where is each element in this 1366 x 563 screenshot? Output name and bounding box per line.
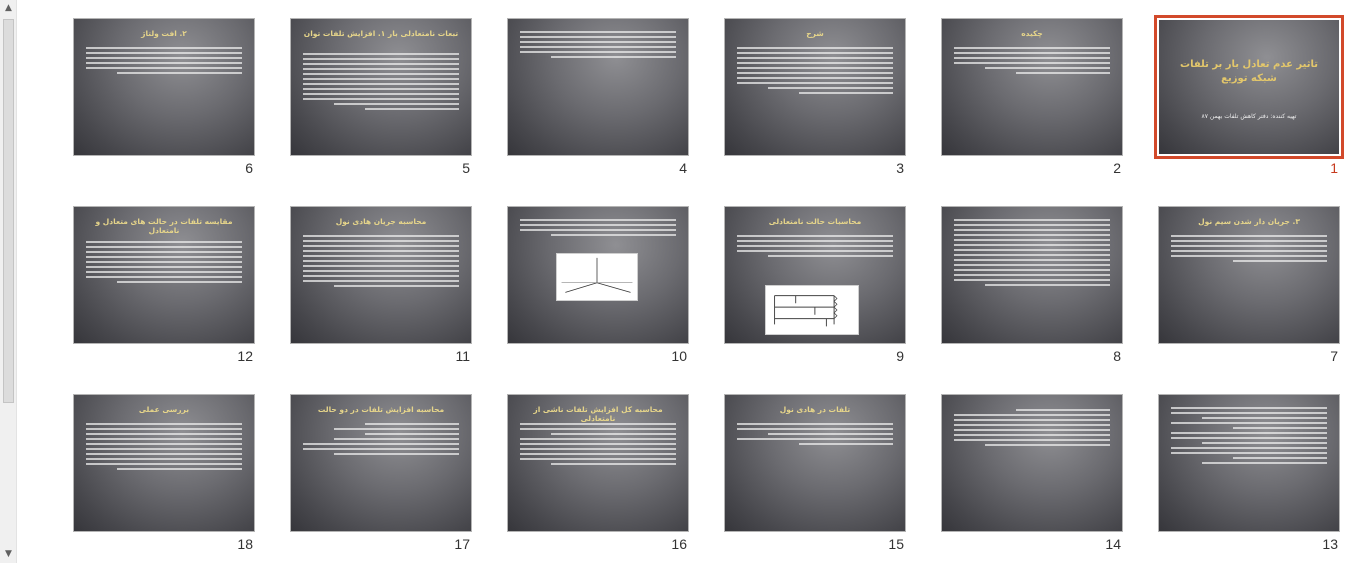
slide-body-text [86,241,242,286]
circuit-diagram-image [765,285,859,335]
slide-thumbnail[interactable] [507,394,689,532]
slide-body-text [954,409,1110,449]
slide-body-text [737,47,893,97]
slide-body-text [520,423,676,468]
slide-title: چکیده [1021,29,1043,38]
slide-title: ۳. جریان دار شدن سیم نول [1198,217,1300,226]
slide-title: شرح [806,29,824,38]
slide-body-text [954,219,1110,289]
slide-body-text [86,423,242,473]
slide-thumbnail[interactable] [73,18,255,156]
slide-number: 3 [896,160,904,176]
slide-title: محاسبه جریان هادی نول [335,217,427,226]
slide-number: 10 [671,348,687,364]
slide-thumbnail[interactable] [724,206,906,344]
slide-body-text [520,31,676,61]
slide-thumbnail[interactable] [1158,394,1340,532]
slide-cell[interactable] [280,12,494,184]
phasor-diagram-image [556,253,638,301]
slide-number: 6 [245,160,253,176]
phasor-diagram-graphic [557,254,637,300]
slide-number: 18 [237,536,253,552]
slide-thumbnail[interactable] [73,206,255,344]
slide-title: بررسی عملی [138,405,190,414]
slide-body-text [86,47,242,77]
slide-body-text [737,423,893,448]
triangle-down-icon: ▼ [5,549,12,559]
slide-cell[interactable] [1148,12,1362,184]
slide-thumbnail[interactable] [941,18,1123,156]
slide-body-text [520,219,676,239]
slide-title: محاسبات حالت نامتعادلی [768,217,862,226]
slide-thumbnail[interactable] [724,394,906,532]
slide-title: تاثیر عدم تعادل بار بر تلفات شبکه توزیع [1180,59,1318,84]
slide-subtitle: تهیه کننده: دفتر کاهش تلفات بهمن ۸۷ [1201,113,1297,120]
slide-cell[interactable] [280,200,494,372]
slide-title: محاسبه افزایش تلفات در دو حالت [317,405,445,414]
slide-number: 11 [455,348,470,364]
slide-body-text [1171,407,1327,467]
slide-number: 5 [462,160,470,176]
slide-title: تبعات نامتعادلی بار ۱. افزایش تلفات توان [303,29,459,38]
slide-title: محاسبه کل افزایش تلفات ناشی از نامتعادلی [533,405,663,424]
slide-body-text [1171,235,1327,265]
slide-cell[interactable] [714,388,928,560]
slide-title: تلفات در هادی نول [779,405,851,414]
slide-cell[interactable] [1148,200,1362,372]
slide-cell[interactable] [497,388,711,560]
slide-number: 15 [888,536,904,552]
slide-body-text [954,47,1110,77]
slide-cell[interactable] [497,12,711,184]
slide-number: 12 [237,348,253,364]
slide-body-text [303,423,459,458]
slide-thumbnail-selected[interactable] [1154,15,1344,159]
circuit-diagram-graphic [766,286,858,334]
slide-number: 1 [1330,160,1338,176]
slide-thumbnail[interactable] [941,206,1123,344]
slide-body-text [303,53,459,113]
slide-thumbnail[interactable] [507,18,689,156]
slide-number: 4 [679,160,687,176]
triangle-up-icon: ▲ [5,3,12,13]
slide-number: 9 [896,348,904,364]
slide-cell[interactable] [63,12,277,184]
slide-cell[interactable] [931,200,1145,372]
slide-thumbnail[interactable] [290,394,472,532]
slide-number: 16 [671,536,687,552]
slide-thumbnail[interactable] [507,206,689,344]
slide-number: 14 [1105,536,1121,552]
slide-thumbnail[interactable] [724,18,906,156]
slide-number: 2 [1113,160,1121,176]
slide-thumbnail[interactable] [290,18,472,156]
slide-cell[interactable] [714,12,928,184]
slide-number: 7 [1330,348,1338,364]
slide-thumbnail[interactable] [941,394,1123,532]
scroll-up-button[interactable] [0,0,17,17]
slide-title: ۲. افت ولتاژ [141,29,187,38]
slide-thumbnail[interactable] [1158,206,1340,344]
slide-cell[interactable] [1148,388,1362,560]
scroll-down-button[interactable] [0,546,17,563]
slide-cell[interactable] [931,388,1145,560]
slide-number: 13 [1322,536,1338,552]
slide-body-text [303,235,459,290]
slide-number: 17 [454,536,470,552]
slide-thumbnail[interactable] [73,394,255,532]
slide-cell[interactable] [63,200,277,372]
slide-cell[interactable] [714,200,928,372]
slide-cell[interactable] [497,200,711,372]
slide-cell[interactable] [280,388,494,560]
slide-thumbnail[interactable] [290,206,472,344]
slide-title: مقایسه تلفات در حالت های متعادل و نامتعادل [95,217,233,236]
scroll-thumb[interactable] [3,19,14,403]
slide-body-text [737,235,893,260]
slide-cell[interactable] [63,388,277,560]
slide-cell[interactable] [931,12,1145,184]
slide-number: 8 [1113,348,1121,364]
vertical-scrollbar[interactable] [0,0,17,563]
